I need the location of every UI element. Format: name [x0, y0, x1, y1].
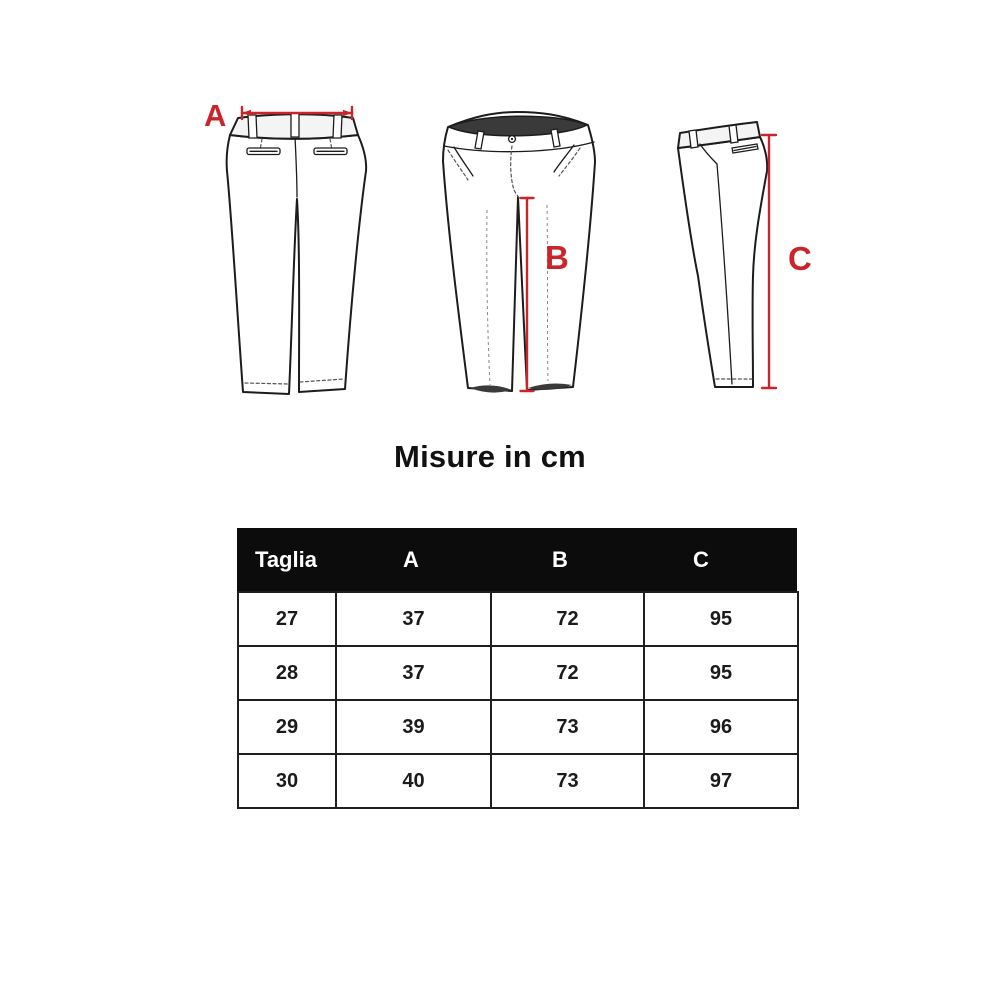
size-cell: 37 [336, 646, 491, 700]
table-row [238, 592, 798, 646]
size-cell: 72 [491, 646, 644, 700]
measure-label-c: C [788, 240, 812, 277]
measure-label-a: A [204, 98, 227, 133]
size-cell: 95 [644, 646, 798, 700]
waist-button [509, 136, 516, 143]
size-cell: 40 [336, 754, 491, 808]
size-cell: 37 [336, 592, 491, 646]
size-cell: 95 [644, 592, 798, 646]
pants-back-view-drawing [205, 92, 425, 427]
size-table-header [237, 528, 797, 591]
table-row [238, 754, 798, 808]
size-cell: 73 [491, 754, 644, 808]
size-cell: 39 [336, 700, 491, 754]
header-cell-taglia: Taglia [255, 546, 317, 572]
size-cell: 30 [238, 754, 336, 808]
measure-label-b: B [545, 239, 569, 276]
header-cell-a: A [403, 546, 419, 572]
pants-front-view-drawing [435, 105, 615, 405]
size-cell: 27 [238, 592, 336, 646]
chart-title: Misure in cm [394, 439, 586, 474]
header-cell-c: C [693, 546, 709, 572]
pants-side-view-drawing [660, 100, 795, 400]
size-cell: 29 [238, 700, 336, 754]
size-table [237, 591, 799, 809]
size-cell: 96 [644, 700, 798, 754]
table-row [238, 700, 798, 754]
size-cell: 28 [238, 646, 336, 700]
size-cell: 97 [644, 754, 798, 808]
table-row [238, 646, 798, 700]
size-cell: 73 [491, 700, 644, 754]
pants-side-body [678, 137, 767, 387]
pants-front-body [443, 112, 595, 391]
header-cell-b: B [552, 546, 568, 572]
size-cell: 72 [491, 592, 644, 646]
